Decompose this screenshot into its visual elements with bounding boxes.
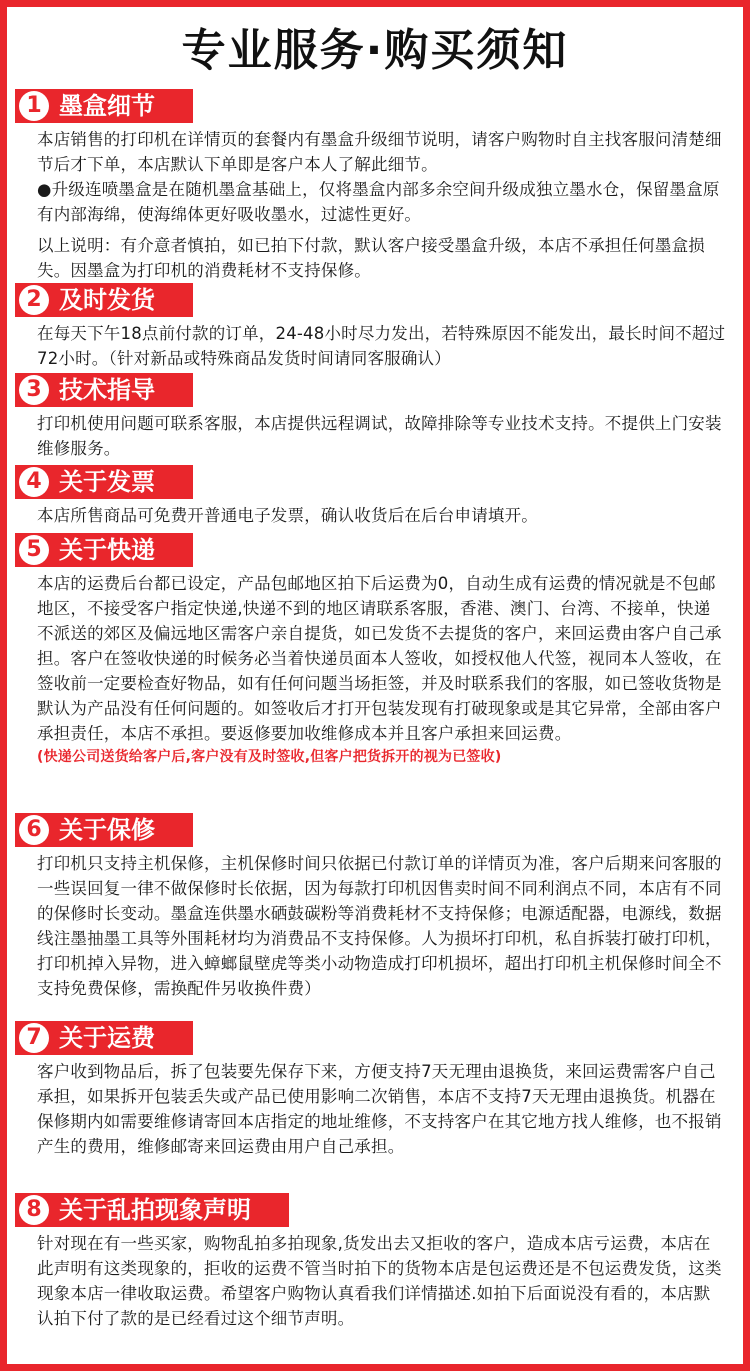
section-body [15, 1227, 735, 1331]
section-heading [15, 813, 193, 847]
section-heading [15, 533, 193, 567]
section-heading [15, 283, 193, 317]
section-number-badge: 7 [19, 1023, 49, 1053]
section-heading-label: 及时发货 [59, 286, 155, 314]
section-body [15, 407, 735, 461]
section-ink-cartridge [15, 89, 735, 283]
section-paragraph: 针对现在有一些买家，购物乱拍多拍现象,货发出去又拒收的客户，造成本店亏运费，本店在此声明有这类现象的，拒收的运费不管当时拍下的货物本店是包运费还是不包运费发货，这类现象本店一律收取运费。希望客户购物认真看我们详情描述.如拍下后面说没有看的，本店默认拍下付了款的是已经看过这个细节声明。 [37, 1234, 722, 1328]
section-random-orders [15, 1193, 735, 1331]
section-body [15, 123, 735, 283]
section-paragraph: 本店销售的打印机在详情页的套餐内有墨盒升级细节说明，请客户购物时自主找客服问清楚细节后才下单，本店默认下单即是客户本人了解此细节。 [37, 130, 722, 174]
section-warranty [15, 813, 735, 1001]
section-heading-label: 关于发票 [59, 468, 155, 496]
section-heading-label: 关于乱拍现象声明 [59, 1196, 251, 1224]
section-heading [15, 373, 193, 407]
section-heading-label: 墨盒细节 [59, 92, 155, 120]
section-number-badge: 1 [19, 91, 49, 121]
section-paragraph: 打印机使用问题可联系客服，本店提供远程调试，故障排除等专业技术支持。不提供上门安装维修服务。 [37, 414, 722, 458]
section-delivery [15, 533, 735, 768]
section-body [15, 847, 735, 1001]
section-heading [15, 1193, 289, 1227]
section-body [15, 317, 735, 371]
section-shipping-time [15, 283, 735, 371]
section-paragraph: 以上说明：有介意者慎拍，如已拍下付款，默认客户接受墨盒升级，本店不承担任何墨盒损失。因墨盒为打印机的消费耗材不支持保修。 [37, 236, 705, 280]
section-heading-label: 关于运费 [59, 1024, 155, 1052]
section-heading [15, 1021, 193, 1055]
section-freight [15, 1021, 735, 1159]
section-body [15, 499, 735, 528]
section-number-badge: 4 [19, 467, 49, 497]
delivery-note: (快递公司送货给客户后,客户没有及时签收,但客户把货拆开的视为已签收) [37, 749, 502, 765]
section-paragraph: 在每天下午18点前付款的订单，24-48小时尽力发出，若特殊原因不能发出，最长时间不超过72小时。（针对新品或特殊商品发货时间请同客服确认） [37, 324, 726, 368]
section-paragraph: 本店的运费后台都已设定，产品包邮地区拍下后运费为0，自动生成有运费的情况就是不包邮地区，不接受客户指定快递,快递不到的地区请联系客服，香港、澳门、台湾、不接单，快递不派送的郊区及偏远地区需客户亲自提货，如已发货不去提货的客户，来回运费由客户自己承担。客户在签收快递的时候务必当着快递员面本人签收，如授权他人代签，视同本人签收，在签收前一定要检查好物品，如有任何问题当场拒签，并及时联系我们的客服，如已签收货物是默认为产品没有任何问题的。如签收后才打开包装发现有打破现象或是其它异常，全部由客户承担责任，本店不承担。要返修要加收维修成本并且客户承担来回运费。 [37, 574, 722, 743]
section-paragraph: 本店所售商品可免费开普通电子发票，确认收货后在后台申请填开。 [37, 506, 538, 525]
section-number-badge: 6 [19, 815, 49, 845]
section-invoice [15, 465, 735, 528]
section-number-badge: 5 [19, 535, 49, 565]
section-heading [15, 465, 193, 499]
section-heading-label: 技术指导 [59, 376, 155, 404]
section-paragraph: ●升级连喷墨盒是在随机墨盒基础上，仅将墨盒内部多余空间升级成独立墨水仓，保留墨盒原有内部海绵，使海绵体更好吸收墨水，过滤性更好。 [37, 180, 720, 224]
section-heading [15, 89, 193, 123]
section-heading-label: 关于保修 [59, 816, 155, 844]
section-paragraph: 客户收到物品后，拆了包装要先保存下来，方便支持7天无理由退换货，来回运费需客户自己承担，如果拆开包装丢失或产品已使用影响二次销售，本店不支持7天无理由退换货。机器在保修期内如需要维修请寄回本店指定的地址维修，不支持客户在其它地方找人维修，也不报销产生的费用，维修邮寄来回运费由用户自己承担。 [37, 1062, 722, 1156]
section-number-badge: 3 [19, 375, 49, 405]
section-body [15, 567, 735, 768]
section-number-badge: 8 [19, 1195, 49, 1225]
section-body [15, 1055, 735, 1159]
page-title: 专业服务·购买须知 [181, 25, 569, 76]
section-tech-support [15, 373, 735, 461]
section-paragraph: 打印机只支持主机保修，主机保修时间只依据已付款订单的详情页为准，客户后期来问客服的一些误回复一律不做保修时长依据，因为每款打印机因售卖时间不同利润点不同，本店有不同的保修时长变动。墨盒连供墨水硒鼓碳粉等消费耗材不支持保修；电源适配器，电源线，数据线注墨抽墨工具等外围耗材均为消费品不支持保修。人为损坏打印机，私自拆装打破打印机，打印机掉入异物，进入蟑螂鼠壁虎等类小动物造成打印机损坏，超出打印机主机保修时间全不支持免费保修，需换配件另收换件费） [37, 854, 722, 998]
section-heading-label: 关于快递 [59, 536, 155, 564]
section-number-badge: 2 [19, 285, 49, 315]
